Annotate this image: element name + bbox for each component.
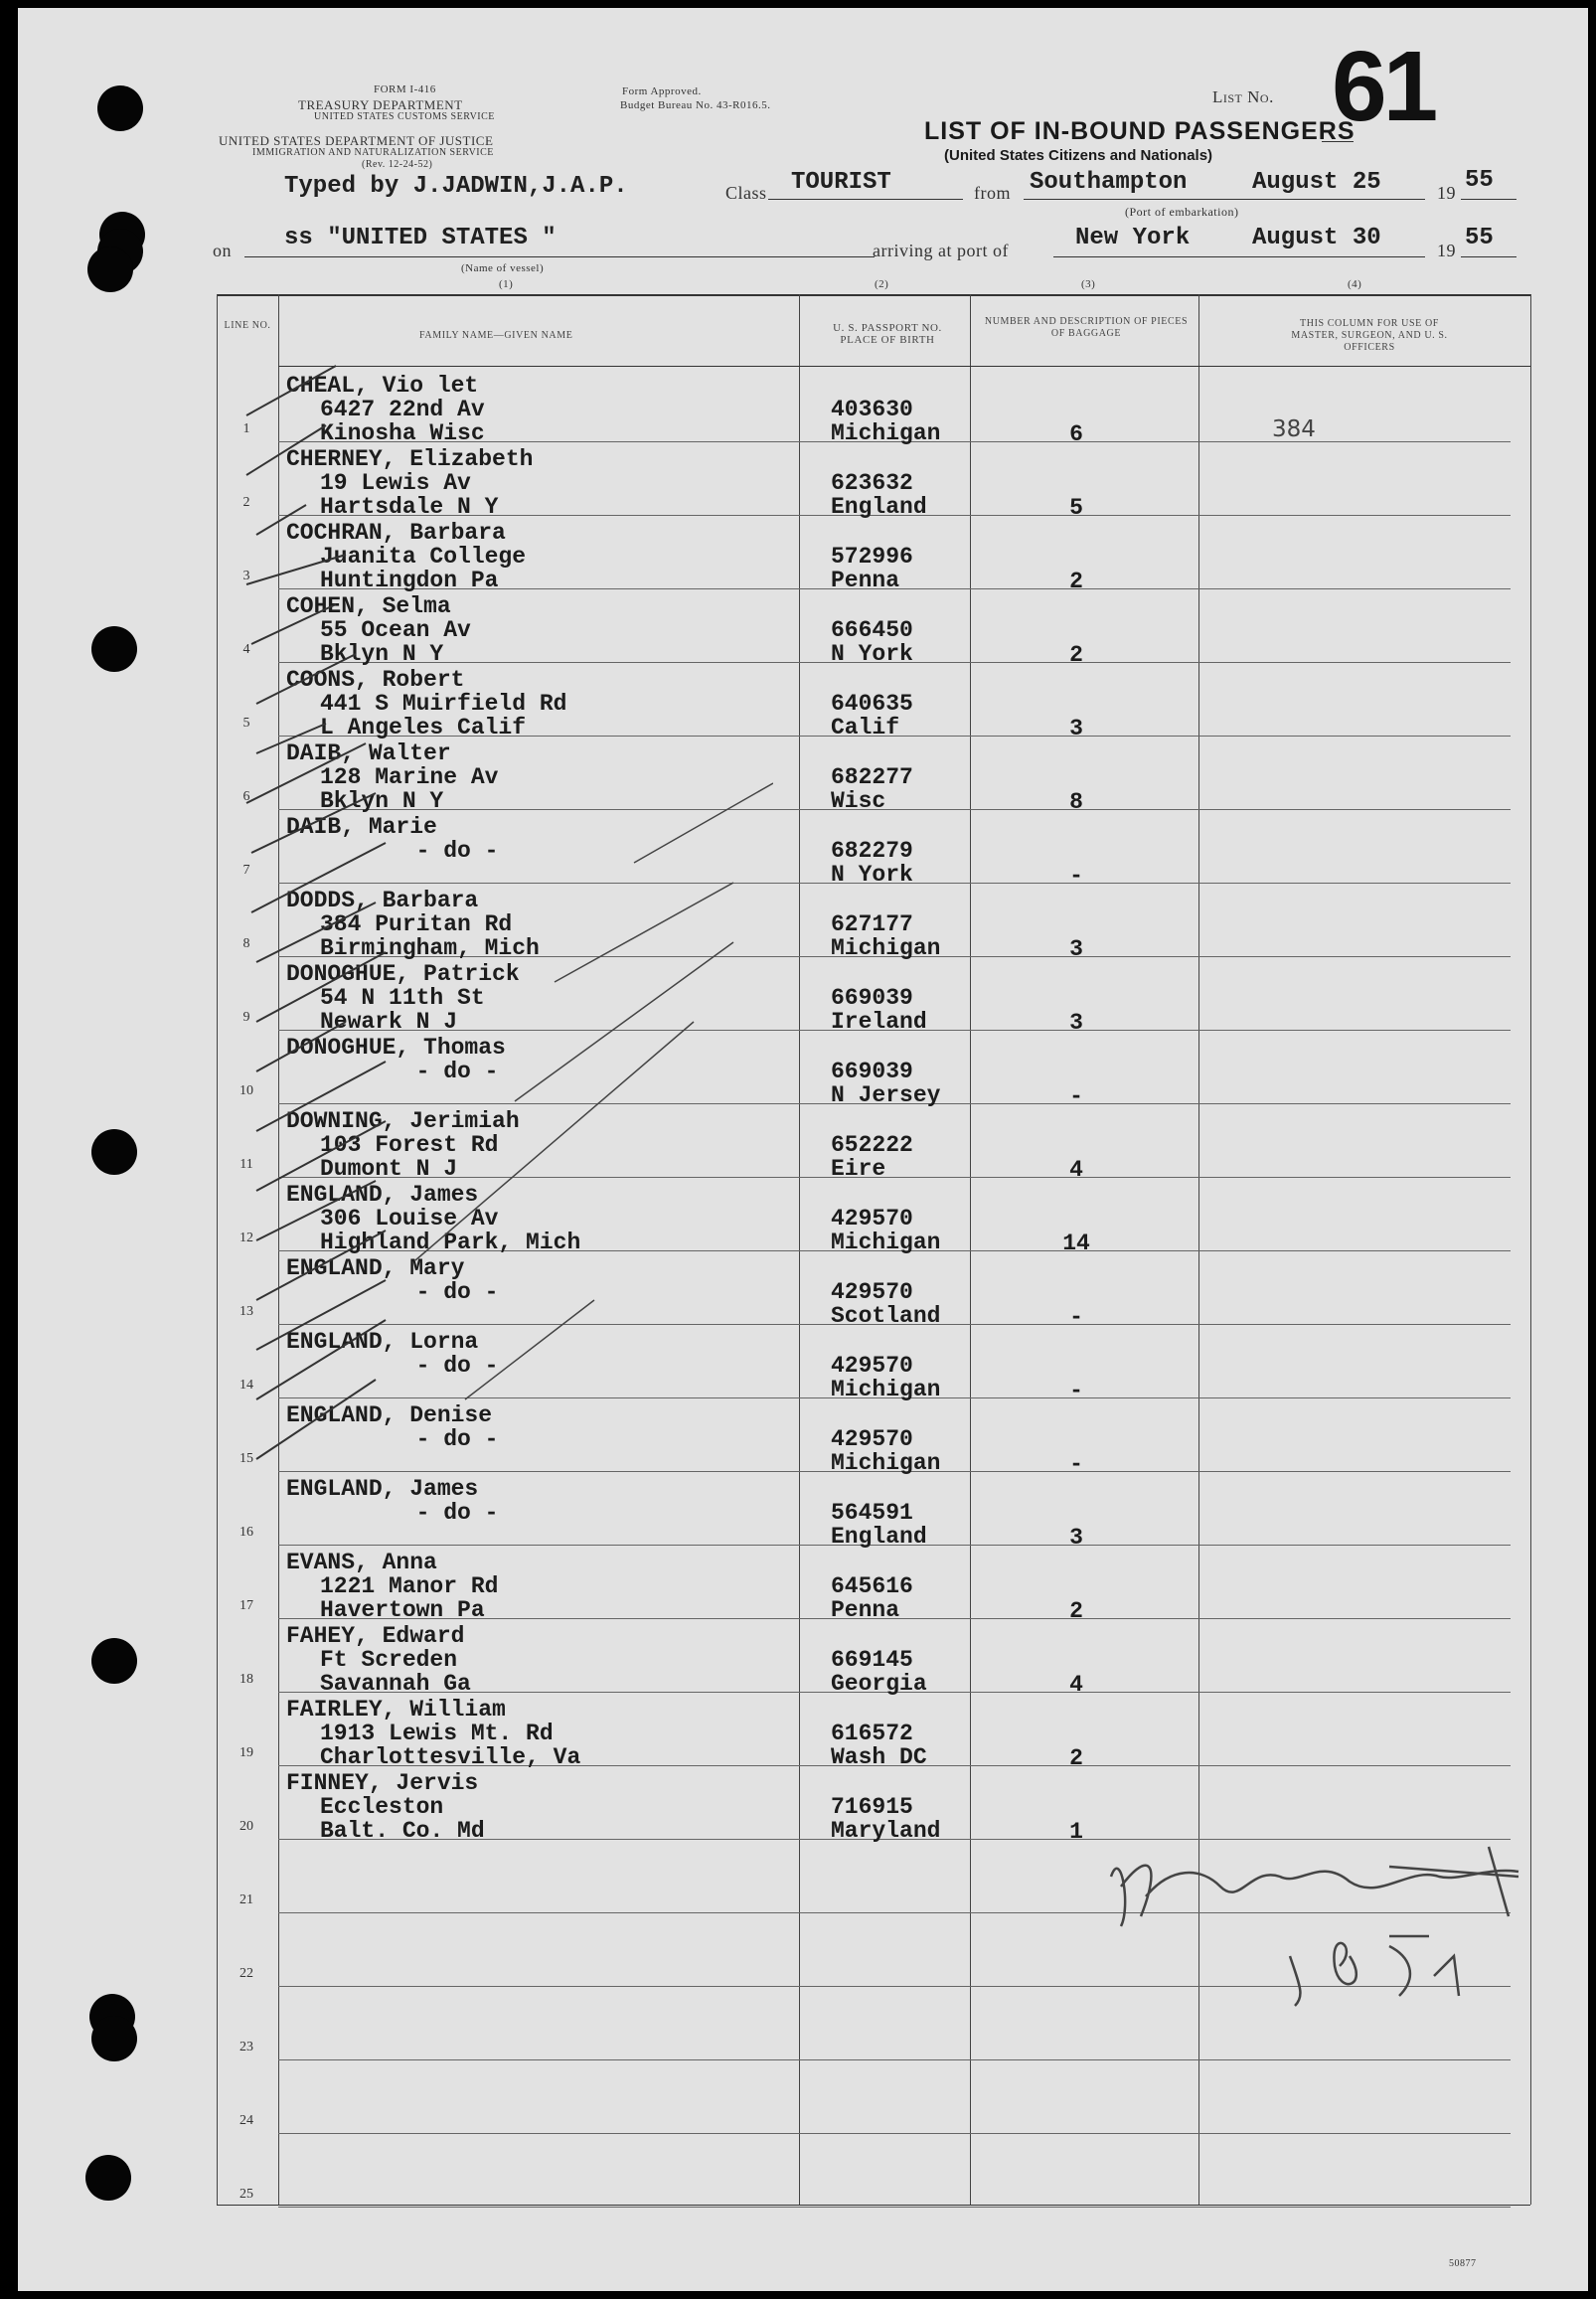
baggage-count: 14 bbox=[1062, 1231, 1090, 1256]
passenger-name: FAIRLEY, William bbox=[286, 1697, 506, 1723]
punch-hole bbox=[87, 246, 133, 292]
baggage-count: 3 bbox=[1069, 716, 1083, 741]
place-of-birth: Maryland bbox=[831, 1818, 941, 1844]
line-number: 22 bbox=[239, 1966, 253, 1981]
address-line-1: - do - bbox=[320, 1059, 499, 1084]
form-approved: Form Approved. bbox=[622, 85, 702, 97]
passport-number: 652222 bbox=[831, 1132, 913, 1158]
line-number: 7 bbox=[242, 863, 250, 878]
form-number: FORM I-416 bbox=[374, 83, 436, 95]
place-of-birth: Ireland bbox=[831, 1009, 927, 1035]
address-line-2: Charlottesville, Va bbox=[320, 1744, 581, 1770]
passenger-name: DONOGHUE, Thomas bbox=[286, 1035, 506, 1061]
place-of-birth: Calif bbox=[831, 715, 900, 740]
address-line-1: - do - bbox=[320, 1500, 499, 1526]
passenger-name: COCHRAN, Barbara bbox=[286, 520, 506, 546]
embarkation-port: Southampton bbox=[1030, 169, 1188, 196]
address-line-2: Bklyn N Y bbox=[320, 788, 444, 814]
row-separator bbox=[278, 2133, 1511, 2134]
line-number: 9 bbox=[242, 1010, 250, 1025]
address-line-2: Highland Park, Mich bbox=[320, 1230, 581, 1255]
place-of-birth: England bbox=[831, 494, 927, 520]
footer-code: 50877 bbox=[1449, 2258, 1477, 2269]
passenger-name: ENGLAND, James bbox=[286, 1476, 479, 1502]
passenger-name: CHERNEY, Elizabeth bbox=[286, 446, 534, 472]
passport-number: 669145 bbox=[831, 1647, 913, 1673]
arrival-port: New York bbox=[1075, 225, 1191, 251]
on-label: on bbox=[213, 241, 232, 260]
address-line-1: Eccleston bbox=[320, 1794, 444, 1820]
baggage-count: 2 bbox=[1069, 569, 1083, 594]
year-prefix: 19 bbox=[1437, 183, 1456, 203]
revision-date: (Rev. 12-24-52) bbox=[362, 159, 433, 170]
punch-hole bbox=[91, 2016, 137, 2061]
budget-bureau: Budget Bureau No. 43-R016.5. bbox=[620, 99, 771, 111]
line-number: 20 bbox=[239, 1819, 253, 1834]
col-num-2: (2) bbox=[875, 278, 889, 290]
passport-number: 627177 bbox=[831, 911, 913, 937]
address-line-1: Ft Screden bbox=[320, 1647, 458, 1673]
line-number: 12 bbox=[239, 1231, 253, 1245]
passport-number: 623632 bbox=[831, 470, 913, 496]
header-officer-use: THIS COLUMN FOR USE OF MASTER, SURGEON, AND U. S. OFFICERS bbox=[1291, 318, 1448, 353]
line-number: 2 bbox=[242, 495, 250, 510]
punch-hole bbox=[85, 2155, 131, 2201]
baggage-count: 3 bbox=[1069, 936, 1083, 962]
place-of-birth: Wash DC bbox=[831, 1744, 927, 1770]
passenger-name: ENGLAND, James bbox=[286, 1182, 479, 1208]
line-number: 6 bbox=[242, 789, 250, 804]
list-subtitle: (United States Citizens and Nationals) bbox=[944, 147, 1213, 164]
address-line-1: 54 N 11th St bbox=[320, 985, 485, 1011]
passport-number: 564591 bbox=[831, 1500, 913, 1526]
place-of-birth: N Jersey bbox=[831, 1082, 941, 1108]
class-label: Class bbox=[725, 183, 767, 203]
line-number: 13 bbox=[239, 1304, 253, 1319]
place-of-birth: Michigan bbox=[831, 1377, 941, 1402]
place-of-birth: Michigan bbox=[831, 1230, 941, 1255]
baggage-count: 4 bbox=[1069, 1157, 1083, 1183]
address-line-2: Balt. Co. Md bbox=[320, 1818, 485, 1844]
passport-number: 429570 bbox=[831, 1353, 913, 1379]
place-of-birth: Wisc bbox=[831, 788, 886, 814]
row-separator bbox=[278, 2207, 1511, 2208]
punch-hole bbox=[91, 1129, 137, 1175]
place-of-birth: Eire bbox=[831, 1156, 886, 1182]
department-treasury: TREASURY DEPARTMENT bbox=[298, 97, 463, 112]
line-number: 15 bbox=[239, 1451, 253, 1466]
passport-number: 669039 bbox=[831, 985, 913, 1011]
passport-number: 666450 bbox=[831, 617, 913, 643]
baggage-count: 1 bbox=[1069, 1819, 1083, 1845]
header-name: FAMILY NAME—GIVEN NAME bbox=[419, 330, 573, 341]
address-line-2: Huntingdon Pa bbox=[320, 568, 499, 593]
passenger-name: DAIB, Walter bbox=[286, 740, 451, 766]
line-number: 5 bbox=[242, 716, 250, 731]
handwritten-signature bbox=[1091, 1827, 1568, 2046]
place-of-birth: Michigan bbox=[831, 935, 941, 961]
baggage-count: 8 bbox=[1069, 789, 1083, 815]
baggage-count: - bbox=[1069, 1378, 1083, 1403]
list-title: LIST OF IN-BOUND PASSENGERS bbox=[924, 117, 1356, 145]
col-num-4: (4) bbox=[1348, 278, 1362, 290]
place-of-birth: N York bbox=[831, 641, 913, 667]
address-line-1: 306 Louise Av bbox=[320, 1206, 499, 1232]
passenger-name: FINNEY, Jervis bbox=[286, 1770, 479, 1796]
list-number: 61 bbox=[1332, 31, 1435, 142]
address-line-1: 6427 22nd Av bbox=[320, 397, 485, 422]
passenger-name: DODDS, Barbara bbox=[286, 888, 479, 913]
place-of-birth: Michigan bbox=[831, 1450, 941, 1476]
passenger-name: DOWNING, Jerimiah bbox=[286, 1108, 520, 1134]
address-line-1: 441 S Muirfield Rd bbox=[320, 691, 567, 717]
port-embarkation-caption: (Port of embarkation) bbox=[1125, 205, 1239, 219]
line-number: 11 bbox=[239, 1157, 253, 1172]
passenger-name: ENGLAND, Denise bbox=[286, 1402, 493, 1428]
passport-number: 403630 bbox=[831, 397, 913, 422]
punch-hole bbox=[91, 626, 137, 672]
address-line-1: - do - bbox=[320, 1279, 499, 1305]
passenger-name: FAHEY, Edward bbox=[286, 1623, 465, 1649]
passenger-name: DAIB, Marie bbox=[286, 814, 437, 840]
passport-number: 682279 bbox=[831, 838, 913, 864]
line-number: 23 bbox=[239, 2040, 253, 2054]
header-line-no: LINE NO. bbox=[224, 320, 271, 331]
pencil-marks bbox=[217, 326, 773, 1877]
arriving-label: arriving at port of bbox=[873, 241, 1009, 260]
typed-by: Typed by J.JADWIN,J.A.P. bbox=[284, 173, 628, 200]
baggage-count: 2 bbox=[1069, 642, 1083, 668]
line-number: 25 bbox=[239, 2187, 253, 2202]
address-line-2: Birmingham, Mich bbox=[320, 935, 540, 961]
line-number: 4 bbox=[242, 642, 250, 657]
punch-hole bbox=[97, 85, 143, 131]
passport-number: 645616 bbox=[831, 1573, 913, 1599]
address-line-1: 103 Forest Rd bbox=[320, 1132, 499, 1158]
officer-note: 384 bbox=[1272, 416, 1316, 442]
baggage-count: 3 bbox=[1069, 1010, 1083, 1036]
address-line-1: 1221 Manor Rd bbox=[320, 1573, 499, 1599]
list-no-label: List No. bbox=[1212, 87, 1274, 106]
manifest-page bbox=[18, 8, 1588, 2291]
line-number: 10 bbox=[239, 1083, 253, 1098]
department-justice: UNITED STATES DEPARTMENT OF JUSTICE bbox=[219, 133, 494, 148]
arrival-year: 55 bbox=[1465, 225, 1494, 251]
line-number: 19 bbox=[239, 1745, 253, 1760]
line-number: 21 bbox=[239, 1892, 253, 1907]
header-passport: U. S. PASSPORT NO. PLACE OF BIRTH bbox=[833, 322, 942, 346]
baggage-count: 4 bbox=[1069, 1672, 1083, 1698]
address-line-2: Kinosha Wisc bbox=[320, 420, 485, 446]
passenger-name: COONS, Robert bbox=[286, 667, 465, 693]
address-line-1: - do - bbox=[320, 1426, 499, 1452]
passport-number: 716915 bbox=[831, 1794, 913, 1820]
passenger-name: COHEN, Selma bbox=[286, 593, 451, 619]
address-line-2: Savannah Ga bbox=[320, 1671, 471, 1697]
address-line-2: Havertown Pa bbox=[320, 1597, 485, 1623]
passport-number: 640635 bbox=[831, 691, 913, 717]
place-of-birth: Penna bbox=[831, 1597, 900, 1623]
address-line-1: Juanita College bbox=[320, 544, 527, 570]
place-of-birth: N York bbox=[831, 862, 913, 888]
passenger-name: DONOGHUE, Patrick bbox=[286, 961, 520, 987]
address-line-1: 19 Lewis Av bbox=[320, 470, 471, 496]
line-number: 17 bbox=[239, 1598, 253, 1613]
passenger-name: CHEAL, Vio let bbox=[286, 373, 479, 399]
baggage-count: 2 bbox=[1069, 1598, 1083, 1624]
address-line-2: Bklyn N Y bbox=[320, 641, 444, 667]
baggage-count: 3 bbox=[1069, 1525, 1083, 1551]
col-num-3: (3) bbox=[1081, 278, 1096, 290]
place-of-birth: Michigan bbox=[831, 420, 941, 446]
address-line-1: 384 Puritan Rd bbox=[320, 911, 513, 937]
address-line-2: Dumont N J bbox=[320, 1156, 458, 1182]
baggage-count: 6 bbox=[1069, 421, 1083, 447]
arrival-date: August 30 bbox=[1252, 225, 1381, 251]
ins-service: IMMIGRATION AND NATURALIZATION SERVICE bbox=[252, 147, 494, 158]
baggage-count: 2 bbox=[1069, 1745, 1083, 1771]
line-number: 3 bbox=[242, 569, 250, 583]
passport-number: 572996 bbox=[831, 544, 913, 570]
place-of-birth: Georgia bbox=[831, 1671, 927, 1697]
from-label: from bbox=[974, 183, 1011, 203]
line-number: 18 bbox=[239, 1672, 253, 1687]
passenger-name: ENGLAND, Mary bbox=[286, 1255, 465, 1281]
place-of-birth: Scotland bbox=[831, 1303, 941, 1329]
baggage-count: - bbox=[1069, 1451, 1083, 1477]
passport-number: 429570 bbox=[831, 1426, 913, 1452]
class-value: TOURIST bbox=[791, 169, 891, 196]
punch-hole bbox=[91, 1638, 137, 1684]
passport-number: 682277 bbox=[831, 764, 913, 790]
vessel-caption: (Name of vessel) bbox=[461, 262, 545, 274]
baggage-count: - bbox=[1069, 1083, 1083, 1109]
address-line-2: Hartsdale N Y bbox=[320, 494, 499, 520]
line-number: 24 bbox=[239, 2113, 253, 2128]
address-line-1: 1913 Lewis Mt. Rd bbox=[320, 1721, 554, 1746]
place-of-birth: Penna bbox=[831, 568, 900, 593]
year-prefix-2: 19 bbox=[1437, 241, 1456, 260]
line-number: 8 bbox=[242, 936, 250, 951]
line-number: 14 bbox=[239, 1378, 253, 1393]
address-line-1: - do - bbox=[320, 1353, 499, 1379]
passport-number: 669039 bbox=[831, 1059, 913, 1084]
col-num-1: (1) bbox=[499, 278, 514, 290]
line-number: 16 bbox=[239, 1525, 253, 1540]
passenger-name: EVANS, Anna bbox=[286, 1550, 437, 1575]
baggage-count: - bbox=[1069, 863, 1083, 889]
address-line-1: 128 Marine Av bbox=[320, 764, 499, 790]
address-line-2: L Angeles Calif bbox=[320, 715, 527, 740]
embarkation-year: 55 bbox=[1465, 167, 1494, 194]
passport-number: 429570 bbox=[831, 1206, 913, 1232]
address-line-1: - do - bbox=[320, 838, 499, 864]
address-line-2: Newark N J bbox=[320, 1009, 458, 1035]
customs-service: UNITED STATES CUSTOMS SERVICE bbox=[314, 111, 495, 122]
vessel-name: ss "UNITED STATES " bbox=[284, 225, 557, 251]
address-line-1: 55 Ocean Av bbox=[320, 617, 471, 643]
passport-number: 616572 bbox=[831, 1721, 913, 1746]
passenger-name: ENGLAND, Lorna bbox=[286, 1329, 479, 1355]
passport-number: 429570 bbox=[831, 1279, 913, 1305]
embarkation-date: August 25 bbox=[1252, 169, 1381, 196]
place-of-birth: England bbox=[831, 1524, 927, 1550]
header-baggage: NUMBER AND DESCRIPTION OF PIECES OF BAGGAGE bbox=[984, 316, 1189, 339]
baggage-count: 5 bbox=[1069, 495, 1083, 521]
baggage-count: - bbox=[1069, 1304, 1083, 1330]
line-number: 1 bbox=[242, 421, 250, 436]
row-separator bbox=[278, 2059, 1511, 2060]
